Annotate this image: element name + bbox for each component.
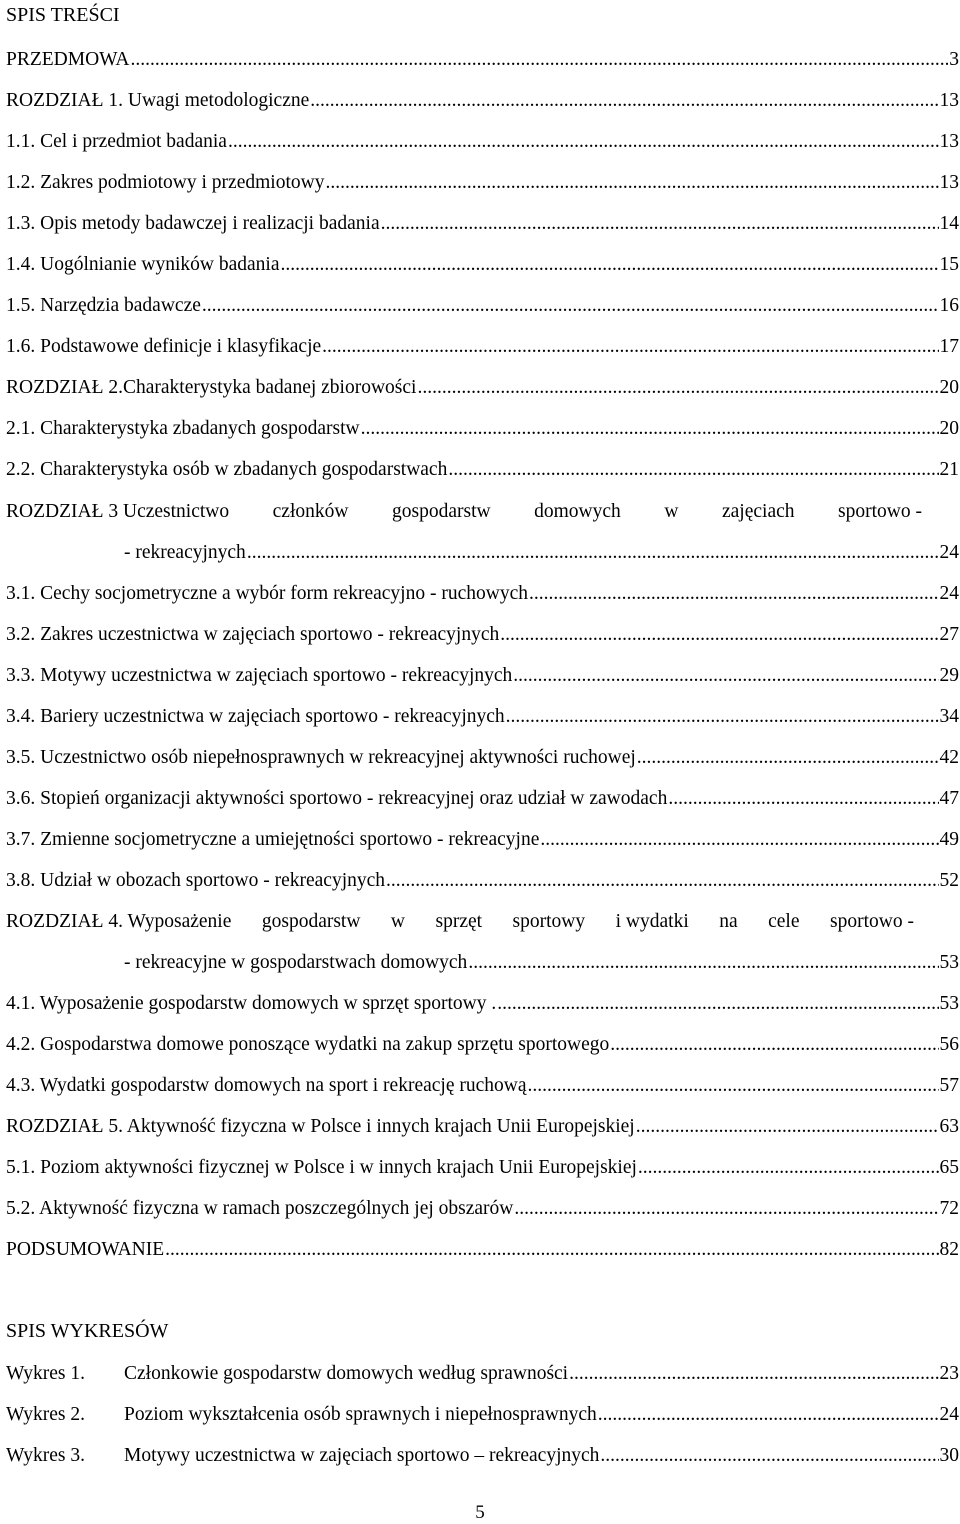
toc-word: sportowo -	[838, 501, 922, 522]
toc-entry-label: 1.2. Zakres podmiotowy i przedmiotowy	[6, 172, 325, 193]
toc-leader-dots	[417, 376, 938, 400]
toc-leader-dots	[165, 1238, 938, 1262]
toc-entry-label: 4.3. Wydatki gospodarstw domowych na sport i rekreację ruchową	[6, 1075, 527, 1096]
toc-leader-dots	[361, 417, 939, 441]
toc-entry-page: 13	[939, 172, 959, 193]
figure-label: Poziom wykształcenia osób sprawnych i niepełnosprawnych	[124, 1404, 597, 1425]
toc-entry-page: 52	[939, 870, 959, 891]
figure-number: Wykres 3.	[6, 1445, 85, 1466]
toc-leader-dots	[636, 1115, 939, 1139]
toc-entry[interactable]	[6, 212, 959, 236]
toc-word: domowych	[534, 501, 621, 522]
toc-word: w	[390, 911, 406, 932]
toc-leader-dots	[131, 48, 949, 72]
figure-page: 30	[939, 1445, 959, 1466]
toc-entry-label: ROZDZIAŁ 5. Aktywność fizyczna w Polsce i innych krajach Unii Europejskiej	[6, 1116, 635, 1137]
toc-entry-page: 16	[939, 295, 959, 316]
toc-entry-page: 13	[939, 131, 959, 152]
toc-leader-dots	[668, 787, 938, 811]
toc-entry-label: 1.4. Uogólnianie wyników badania	[6, 254, 280, 275]
toc-entry-label: 4.1. Wyposażenie gospodarstw domowych w sprzęt sportowy .	[6, 993, 497, 1014]
toc-leader-dots	[202, 294, 939, 318]
toc-entry-label: 4.2. Gospodarstwa domowe ponoszące wydatki na zakup sprzętu sportowego	[6, 1034, 610, 1055]
figure-entry[interactable]	[6, 1362, 959, 1386]
toc-entry-page: 42	[939, 747, 959, 768]
toc-entry[interactable]	[6, 992, 959, 1016]
toc-chapter-3-line[interactable]	[6, 500, 922, 524]
figure-entry[interactable]	[6, 1444, 959, 1468]
toc-entry-page: 24	[939, 583, 959, 604]
toc-entry[interactable]	[6, 376, 959, 400]
toc-entry-page: 24	[939, 542, 959, 563]
toc-entry-page: 17	[939, 336, 959, 357]
toc-word: ROZDZIAŁ 4. Wyposażenie	[6, 911, 232, 932]
toc-leader-dots	[325, 171, 938, 195]
toc-word: gospodarstw	[392, 501, 491, 522]
figure-number: Wykres 2.	[6, 1404, 85, 1425]
toc-entry-label: 3.4. Bariery uczestnictwa w zajęciach sportowo - rekreacyjnych	[6, 706, 505, 727]
toc-entry-page: 49	[939, 829, 959, 850]
toc-entry[interactable]	[124, 951, 959, 975]
toc-entry-page: 13	[939, 90, 959, 111]
toc-entry[interactable]	[6, 746, 959, 770]
toc-entry-label: 3.3. Motywy uczestnictwa w zajęciach sportowo - rekreacyjnych	[6, 665, 513, 686]
toc-entry-label: - rekreacyjne w gospodarstwach domowych	[124, 952, 468, 973]
toc-entry[interactable]	[6, 417, 959, 441]
figure-leader-dots	[569, 1362, 938, 1386]
toc-word: w	[664, 501, 679, 522]
toc-word: członków	[272, 501, 349, 522]
toc-entry[interactable]	[6, 1074, 959, 1098]
toc-entry-page: 15	[939, 254, 959, 275]
toc-word: na	[719, 911, 738, 932]
toc-entry-label: 1.1. Cel i przedmiot badania	[6, 131, 227, 152]
toc-entry-label: 3.2. Zakres uczestnictwa w zajęciach sportowo - rekreacyjnych	[6, 624, 500, 645]
toc-leader-dots	[610, 1033, 938, 1057]
toc-entry[interactable]	[6, 828, 959, 852]
toc-entry-label: 2.1. Charakterystyka zbadanych gospodarstw	[6, 418, 360, 439]
toc-entry-label: 2.2. Charakterystyka osób w zbadanych gospodarstwach	[6, 459, 448, 480]
toc-leader-dots	[468, 951, 938, 975]
toc-entry-label: 1.6. Podstawowe definicje i klasyfikacje	[6, 336, 322, 357]
toc-entry-page: 20	[939, 418, 959, 439]
toc-leader-dots	[528, 1074, 939, 1098]
toc-entry[interactable]	[6, 1156, 959, 1180]
toc-word: sportowy	[512, 911, 586, 932]
toc-leader-dots	[322, 335, 938, 359]
toc-entry-label: ROZDZIAŁ 2.Charakterystyka badanej zbiorowości	[6, 377, 417, 398]
toc-entry-page: 53	[939, 993, 959, 1014]
toc-entry-label: 3.1. Cechy socjometryczne a wybór form rekreacyjno - ruchowych	[6, 583, 528, 604]
toc-word: cele	[768, 911, 800, 932]
figure-leader-dots	[600, 1444, 938, 1468]
figure-page: 23	[939, 1363, 959, 1384]
toc-entry[interactable]	[6, 664, 959, 688]
toc-leader-dots	[386, 869, 938, 893]
figure-entry[interactable]	[6, 1403, 959, 1427]
toc-entry-page: 57	[939, 1075, 959, 1096]
figures-heading: SPIS WYKRESÓW	[6, 1320, 169, 1342]
toc-entry[interactable]	[6, 458, 959, 482]
toc-entry[interactable]	[6, 253, 959, 277]
figure-label: Motywy uczestnictwa w zajęciach sportowo – rekreacyjnych	[124, 1445, 600, 1466]
toc-leader-dots	[529, 582, 939, 606]
toc-leader-dots	[506, 705, 939, 729]
toc-leader-dots	[637, 746, 939, 770]
toc-entry-label: 3.8. Udział w obozach sportowo - rekreacyjnych	[6, 870, 386, 891]
toc-leader-dots	[514, 1197, 938, 1221]
toc-entry-page: 14	[939, 213, 959, 234]
toc-entry[interactable]	[6, 294, 959, 318]
toc-word: gospodarstw	[261, 911, 361, 932]
toc-entry-page: 27	[939, 624, 959, 645]
page-number: 5	[475, 1502, 485, 1523]
toc-leader-dots	[281, 253, 939, 277]
toc-entry-label: ROZDZIAŁ 1. Uwagi metodologiczne	[6, 90, 310, 111]
toc-entry-page: 47	[939, 788, 959, 809]
toc-entry-page: 63	[939, 1116, 959, 1137]
toc-entry-label: 3.7. Zmienne socjometryczne a umiejętności sportowo - rekreacyjne	[6, 829, 540, 850]
figure-label: Członkowie gospodarstw domowych według sprawności	[124, 1363, 569, 1384]
toc-entry[interactable]	[6, 869, 959, 893]
toc-leader-dots	[381, 212, 939, 236]
toc-word: sprzęt	[435, 911, 483, 932]
toc-entry-page: 56	[939, 1034, 959, 1055]
toc-entry-label: 5.1. Poziom aktywności fizycznej w Polsce i w innych krajach Unii Europejskiej	[6, 1157, 637, 1178]
toc-entry[interactable]	[6, 130, 959, 154]
toc-entry[interactable]	[6, 1033, 959, 1057]
toc-entry[interactable]	[6, 48, 959, 72]
toc-entry-page: 21	[939, 459, 959, 480]
toc-entry-label: 3.5. Uczestnictwo osób niepełnosprawnych w rekreacyjnej aktywności ruchowej	[6, 747, 636, 768]
figure-leader-dots	[598, 1403, 939, 1427]
toc-entry-label: 1.5. Narzędzia badawcze	[6, 295, 201, 316]
toc-entry-label: 3.6. Stopień organizacji aktywności sportowo - rekreacyjnej oraz udział w zawodach	[6, 788, 668, 809]
toc-entry-page: 72	[939, 1198, 959, 1219]
toc-chapter-4-line[interactable]	[6, 910, 914, 934]
toc-leader-dots	[310, 89, 938, 113]
toc-entry-label: PODSUMOWANIE	[6, 1239, 165, 1260]
toc-entry-page: 20	[939, 377, 959, 398]
toc-entry-page: 82	[939, 1239, 959, 1260]
toc-heading: SPIS TREŚCI	[6, 4, 120, 26]
toc-entry-label: 5.2. Aktywność fizyczna w ramach poszczególnych jej obszarów	[6, 1198, 514, 1219]
toc-entry[interactable]	[6, 89, 959, 113]
toc-entry[interactable]	[6, 1197, 959, 1221]
toc-entry[interactable]	[6, 623, 959, 647]
toc-entry-label: 1.3. Opis metody badawczej i realizacji badania	[6, 213, 380, 234]
toc-entry[interactable]	[6, 171, 959, 195]
figure-page: 24	[939, 1404, 959, 1425]
toc-entry[interactable]	[6, 1115, 959, 1139]
toc-entry[interactable]	[124, 541, 959, 565]
toc-entry-page: 3	[949, 49, 959, 70]
toc-entry-page: 65	[939, 1157, 959, 1178]
toc-entry[interactable]	[6, 1238, 959, 1262]
toc-leader-dots	[500, 623, 938, 647]
toc-entry-page: 29	[939, 665, 959, 686]
toc-leader-dots	[513, 664, 938, 688]
toc-entry[interactable]	[6, 787, 959, 811]
toc-entry[interactable]	[6, 582, 959, 606]
toc-entry-page: 34	[939, 706, 959, 727]
toc-entry[interactable]	[6, 335, 959, 359]
toc-leader-dots	[228, 130, 939, 154]
toc-leader-dots	[540, 828, 938, 852]
toc-leader-dots	[497, 992, 938, 1016]
toc-leader-dots	[448, 458, 938, 482]
toc-word: ROZDZIAŁ 3 Uczestnictwo	[6, 501, 230, 522]
toc-word: zajęciach	[721, 501, 795, 522]
toc-leader-dots	[638, 1156, 939, 1180]
toc-entry-label: PRZEDMOWA	[6, 49, 130, 70]
toc-entry-page: 53	[939, 952, 959, 973]
toc-entry[interactable]	[6, 705, 959, 729]
toc-entry-label: - rekreacyjnych	[124, 542, 246, 563]
toc-word: sportowo -	[830, 911, 914, 932]
figure-number: Wykres 1.	[6, 1363, 85, 1384]
toc-leader-dots	[247, 541, 939, 565]
toc-word: i wydatki	[615, 911, 689, 932]
